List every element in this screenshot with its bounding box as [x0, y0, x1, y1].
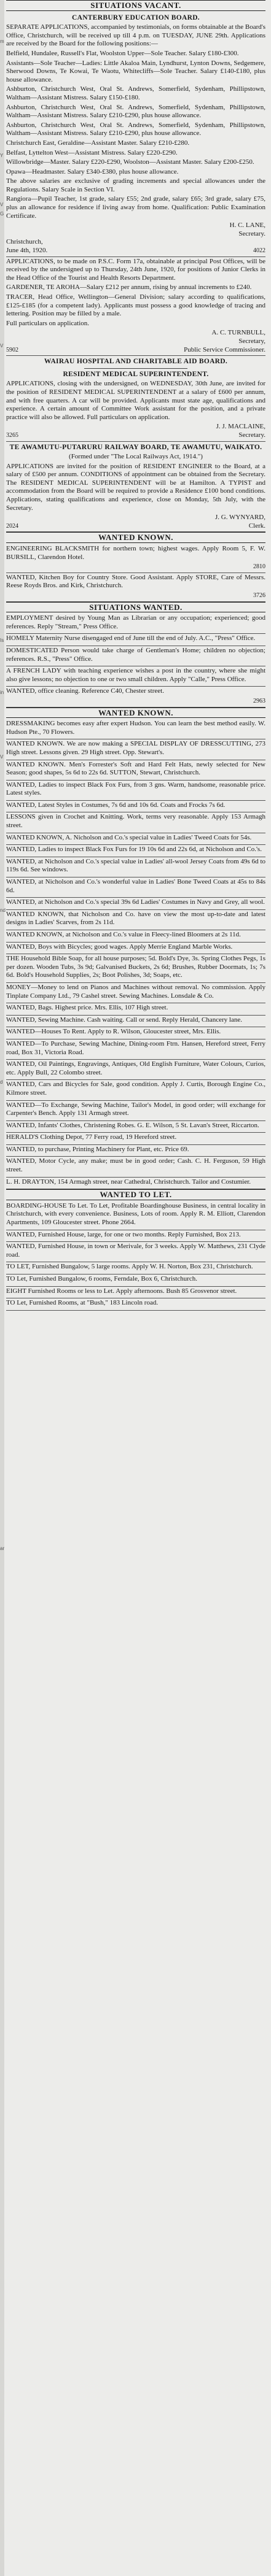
signature-role: Secretary, [238, 337, 265, 345]
ad-text: WANTED—To Purchase, Sewing Machine, Dining-room Ftrn. Hansen, Hereford street, Ferry road, Box 31, Victoria Road. [6, 1039, 265, 1056]
ad-text: WANTED KNOWN, at Nicholson and Co.'s value in Fleecy-lined Bloomers at 2s 11d. [6, 931, 241, 938]
ad-text: L. H. DRAYTON, 154 Armagh street, near Cathedral, Christchurch. Tailor and Costumier. [6, 1178, 251, 1186]
ad-text: WANTED, Bags. Highest price. Mrs. Ellis, 107 High street. [6, 1004, 168, 1012]
signature-role: Secretary. [238, 229, 265, 237]
ad-line: Assistants—Sole Teacher—Ladies: Little Akaloa Main, Lyndhurst, Lynton Downs, Sedgemere, Sherwood Downs, Te Kowai, Te Waotu, Whitecliffs—Sole Teacher. Salary £140-£180, plus house allowance. [6, 59, 265, 83]
ad-subtitle: RESIDENT MEDICAL SUPERINTENDENT. [63, 370, 209, 378]
ad-item [6, 1003, 265, 1016]
ad-public-service [6, 257, 265, 357]
ad-text: THE Household Bible Soap, for all house purposes; 5d. Bold's Dye, 3s. Spring Clothes Pegs, 1s per dozen. Wooden Tubs, 3s 9d; Galvanised Buckets, 2s 6d; Brushes, Rubber Doormats, 1s; 7s 6d. Bold's Household Supplies, 2s; Boot Polishes, 3d; Soaps, etc. [6, 955, 265, 979]
ad-item [6, 833, 265, 846]
ad-text: SEPARATE APPLICATIONS, accompanied by testimonials, on forms obtainable at the Board's Office, Christchurch, will be received up till 4 p.m. on TUESDAY, JUNE 29th. Applications are received by the Board for the following positions:— [6, 23, 265, 48]
ad-item [6, 812, 265, 833]
ad-item [6, 1178, 265, 1190]
margin-mark: V [0, 754, 4, 760]
left-margin-strip [0, 0, 4, 2576]
ad-item [6, 1230, 265, 1243]
ad-line: Willowbridge—Master. Salary £220-£290, Woolston—Assistant Master. Salary £200-£250. [6, 158, 254, 166]
ad-line: Belfast, Lyttelton West—Assistant Mistress. Salary £220-£290. [6, 148, 178, 156]
ad-line: Ashburton, Christchurch West, Oral St. Andrews, Somerfield, Sydenham, Phillipstown, Waltham—Assistant Mistress. Salary £150-£180. [6, 85, 265, 101]
ad-text: LESSONS given in Crochet and Knitting. Work, terms very reasonable. Apply 153 Armagh street. [6, 813, 265, 830]
ad-text: WANTED—To Exchange, Sewing Machine, Tailor's Model, in good order; will exchange for Carpenter's Bench. Apply 131 Armagh street. [6, 1101, 265, 1117]
margin-mark: V [0, 343, 4, 349]
ad-text: APPLICATIONS are invited for the position of RESIDENT ENGINEER to the Board, at a salary of £500 per annum. CONDITIONS of appointment can be obtained from the Secretary. The RESIDENT MEDICAL SUPERINTENDENT will be at Hamilton. A TYPIST and accommodation from the Board will be required to provide a Residence £100 bond conditions. Applications, stating qualifications and experience, close on Monday, 5th July, with the Secretary. [6, 462, 265, 512]
ad-ref: 2024 [6, 522, 18, 530]
ad-title: TE AWAMUTU-PUTARURU RAILWAY BOARD, TE AWAMUTU, WAIKATO. [9, 443, 262, 451]
ad-item [6, 646, 265, 666]
ad-ref: 2810 [253, 563, 265, 571]
ad-line: Belfield, Hundalee, Russell's Flat, Woolston Upper—Sole Teacher. Salary £180-£300. [6, 49, 239, 57]
ad-wairau [6, 356, 265, 441]
signature-name: J. J. MACLAINE, [216, 423, 265, 431]
ad-text: TO LET, Furnished Bungalow, 5 large rooms. Apply W. H. Norton, Box 231, Christchurch. [6, 1263, 253, 1271]
signature-name: A. C. TURNBULL, [211, 329, 265, 337]
ad-note: The above salaries are exclusive of grading increments and special allowances under the Regulations. Salary Scale in Section VI. [6, 177, 265, 193]
margin-mark: Y [0, 153, 4, 158]
ad-text: WANTED, Motor Cycle, any make; must be in good order; Cash. C. H. Ferguson, 59 High street. [6, 1157, 265, 1174]
ad-awamutu [6, 442, 265, 533]
margin-mark: Is [0, 638, 4, 643]
ad-item [6, 1060, 265, 1080]
ad-line: Ashburton, Christchurch West, Oral St. Andrews, Somerfield, Sydenham, Phillipstown, Waltham—Assistant Mistress. Salary £210-£290, plus house allowance. [6, 121, 265, 137]
ad-text: APPLICATIONS, closing with the undersigned, on WEDNESDAY, 30th June, are invited for the position of RESIDENT MEDICAL SUPERINTENDENT at a salary of £600 per annum, and with free quarters. A car will be provided. Applicants must state age, qualifications and experience. A certain amount of Committee Work assistant for the position, and a private practice will also be allowed. Full particulars on application. [6, 380, 265, 421]
margin-mark: m [0, 39, 4, 44]
ad-item [6, 1145, 265, 1157]
ad-item [6, 739, 265, 760]
ad-text: HOMELY Maternity Nurse disengaged end of June till the end of July. A.C., "Press" Office. [6, 634, 256, 642]
ad-item [6, 1027, 265, 1039]
ad-canterbury [6, 12, 265, 257]
ad-text: WANTED, Oil Paintings, Engravings, Antiques, Old English Furniture, Water Colours, Curios, etc. Apply Bull, 22 Colombo street. [6, 1060, 265, 1076]
ad-text: DOMESTICATED Person would take charge of Gentleman's Home; children no objection; references. R.S., "Press" Office. [6, 646, 265, 663]
section-header-to-let: WANTED TO LET. [6, 1189, 265, 1200]
ad-text: TO Let, Furnished Rooms, at "Bush," 183 Lincoln road. [6, 1299, 159, 1307]
ad-line: Opawa—Headmaster. Salary £340-£380, plus house allowance. [6, 168, 179, 175]
ad-text: WANTED, at Nicholson and Co.'s special value in Ladies' all-wool Jersey Coats from 49s 6d to 119s 6d. See windows. [6, 857, 265, 874]
ad-item [6, 1262, 265, 1275]
ad-item [6, 1275, 265, 1287]
ad-text: APPLICATIONS, to be made on P.S.C. Form 17a, obtainable at principal Post Offices, will be received by the undersigned up to Thursday, 24th June, 1920, for positions of Junior Clerks in the Head Office of the Tourist and Health Resorts Department. [6, 257, 265, 282]
signature-role: Clerk. [248, 522, 265, 530]
ad-line: Christchurch East, Geraldine—Assistant Master. Salary £210-£280. [6, 139, 190, 147]
ad-ref: 4022 [253, 247, 265, 255]
ad-title: WAIRAU HOSPITAL AND CHARITABLE AID BOARD. [44, 358, 228, 366]
ad-text: WANTED KNOWN. We are now making a SPECIAL DISPLAY OF DRESSCUTTING, 273 High street. Lessons given. 29 High street. Opp. Stewart's. [6, 740, 265, 756]
ad-text: WANTED, Ladies to inspect Black Fox Furs for 19 10s 6d and 22s 6d, at Nicholson and Co.'s. [6, 846, 262, 854]
margin-mark: in [0, 690, 4, 695]
ad-text: WANTED, Latest Styles in Costumes, 7s 6d and 10s 6d. Coats and Frocks 7s 6d. [6, 801, 226, 809]
ad-item [6, 845, 265, 857]
ad-item [6, 544, 265, 573]
ad-text: WANTED, Boys with Bicycles; good wages. Apply Merrie England Marble Works. [6, 943, 233, 951]
ad-text: WANTED, Ladies to inspect Black Fox Furs, from 3 gns. Warm, handsome, reasonable price. Latest styles. [6, 781, 265, 797]
ad-item [6, 781, 265, 801]
signature-name: J. G. WYNYARD, [215, 514, 265, 522]
ad-text: WANTED, Infants' Clothes, Christening Robes. G. E. Wilson, 5 St. Lavan's Street, Riccarton. [6, 1121, 259, 1129]
ad-text: WANTED—Houses To Rent. Apply to R. Wilson, Gloucester street, Mrs. Ellis. [6, 1028, 221, 1036]
ad-item [6, 1101, 265, 1121]
ad-item [6, 573, 265, 602]
ad-text: EMPLOYMENT desired by Young Man as Librarian or any occupation; experienced; good references. Reply "Stream," Press Office. [6, 614, 265, 630]
ad-item [6, 760, 265, 781]
ad-ref: 2963 [253, 697, 265, 704]
ad-ref: 5902 [6, 346, 18, 353]
ad-text: WANTED KNOWN, A. Nicholson and Co.'s special value in Ladies' Tweed Coats for 54s. [6, 833, 252, 841]
ad-text: WANTED KNOWN, that Nicholson and Co. have on view the most up-to-date and latest designs in Ladies' Scarves, from 2s 11d. [6, 910, 265, 927]
margin-mark: V [0, 202, 4, 207]
ad-item [6, 1080, 265, 1100]
ad-item [6, 687, 265, 707]
ad-item [6, 801, 265, 813]
ad-ref: 3726 [253, 592, 265, 599]
ad-item [6, 1287, 265, 1299]
place-date: Christchurch, June 4th, 1920. [6, 238, 48, 255]
ad-text: WANTED, at Nicholson and Co.'s special 39s 6d Ladies' Costumes in Navy and Grey, all wool. [6, 898, 265, 906]
ad-item [6, 857, 265, 877]
ad-item [6, 634, 265, 646]
office-name: Public Service Commissioner. [184, 345, 265, 353]
ad-line: Full particulars on application. [6, 319, 90, 327]
ad-text: WANTED, to purchase, Printing Machinery for Plant, etc. Price 69. [6, 1145, 189, 1153]
ad-item [6, 1157, 265, 1177]
ad-item [6, 910, 265, 930]
ad-text: WANTED, at Nicholson and Co.'s wonderful value in Ladies' Bone Tweed Coats at 45s to 84s 6d. [6, 878, 265, 894]
ad-text: ENGINEERING BLACKSMITH for northern town; highest wages. Apply Room 5, F. W. BURSILL, Clarendon Hotel. [6, 545, 265, 561]
ad-item [6, 954, 265, 983]
ad-item [6, 1016, 265, 1028]
ad-line: GARDENER, TE AROHA—Salary £212 per annum, rising by annual increments to £240. [6, 283, 252, 291]
ad-item [6, 719, 265, 739]
ad-line: Rangiora—Pupil Teacher, 1st grade, salary £55; 2nd grade, salary £65; 3rd grade, salary £75, plus an allowance for residence if living away from home. Qualification: Public Examination Certificate. [6, 195, 265, 220]
ad-item [6, 1121, 265, 1133]
ad-item [6, 1039, 265, 1060]
wanted-known-list [6, 719, 265, 1189]
margin-mark: ar [0, 1546, 5, 1551]
section-header-wanted-known: WANTED KNOWN. [6, 708, 265, 719]
ad-item [6, 898, 265, 910]
ad-item [6, 877, 265, 898]
ad-item [6, 1298, 265, 1311]
ad-line: TRACER, Head Office, Wellington—General Division; salary according to qualifications, £125-£185 (for a competent lady). Applicants must possess a good knowledge of tracing and lettering. Position may be filled by a male. [6, 293, 265, 318]
ad-text: BOARDING-HOUSE To Let. To Let, Profitable Boardinghouse Business, in central locality in Christchurch, with every convenience. Business, Lots of room. Apply R. M. Elliott, Clarendon Apartments, 109 Gloucester street. Phone 2664. [6, 1201, 265, 1227]
ad-text: TO Let, Furnished Bungalow, 6 rooms, Ferndale, Box 6, Christchurch. [6, 1275, 198, 1282]
ad-text: EIGHT Furnished Rooms or less to Let. Apply afternoons. Bush 85 Grosvenor street. [6, 1287, 237, 1295]
ad-item [6, 1242, 265, 1262]
classifieds-column [6, 0, 265, 1311]
ad-text: WANTED, Kitchen Boy for Country Store. Good Assistant. Apply STORE, Care of Messrs. Reese Royds Bros. and Kirk, Christchurch. [6, 573, 265, 590]
signature-role: Secretary. [238, 431, 265, 439]
section-header-vacant: SITUATIONS VACANT. [6, 0, 265, 11]
ad-text: WANTED, Furnished House, large, for one or two months. Reply Furnished, Box 213. [6, 1230, 241, 1238]
ad-item [6, 1133, 265, 1145]
ad-line: Ashburton, Christchurch West, Oral St. Andrews, Somerfield, Sydenham, Phillipstown, Waltham—Assistant Mistress. Salary £210-£290, plus house allowance. [6, 103, 265, 120]
ad-text: WANTED, Sewing Machine. Cash waiting. Call or send. Reply Herald, Chancery lane. [6, 1016, 242, 1024]
ad-item [6, 614, 265, 634]
margin-mark: nd [0, 908, 6, 913]
ad-text: DRESSMAKING becomes easy after expert Hudson. You can learn the best method easily. W. Hudson Pte., 70 Flowers. [6, 720, 265, 736]
margin-mark: d [0, 1079, 3, 1085]
ad-text: WANTED, Cars and Bicycles for Sale, good condition. Apply J. Curtis, Borough Engine Co., Kilmore street. [6, 1081, 265, 1097]
ad-ref: 3265 [6, 431, 18, 439]
ad-text: HERALD'S Clothing Depot, 77 Ferry road, 19 Hereford street. [6, 1133, 177, 1141]
ad-item [6, 943, 265, 955]
ad-item [6, 983, 265, 1003]
ad-text: WANTED, office cleaning. Reference C40, Chester street. [6, 687, 164, 695]
ad-text: MONEY—Money to lend on Pianos and Machines without removal. No commission. Apply Tinplate Company Ltd., 79 Cashel street. Sewing Machines. Lonsdale & Co. [6, 983, 265, 1000]
ad-text: WANTED, Furnished House, in town or Merivale, for 3 weeks. Apply W. Matthews, 231 Clyde road. [6, 1243, 265, 1259]
margin-mark: G [0, 211, 4, 217]
ad-item [6, 930, 265, 943]
ad-text: A FRENCH LADY with teaching experience wishes a post in the country, where she might also give lessons; no objection to one or two small children. Apply "Calle," Press Office. [6, 667, 265, 683]
to-let-list [6, 1201, 265, 1311]
signature-name: H. C. LANE, [229, 222, 265, 229]
ad-title: CANTERBURY EDUCATION BOARD. [71, 13, 200, 21]
ad-subtitle: (Formed under "The Local Railways Act, 1914.") [69, 453, 203, 461]
section-header-wanted: WANTED KNOWN. [6, 532, 265, 543]
ad-text: WANTED KNOWN. Men's Forrester's Soft and Hard Felt Hats, newly selected for New Season; good shapes, 5s 6d to 22s 6d. SUTTON, Stewart, Christchurch. [6, 760, 265, 777]
ad-item [6, 1201, 265, 1230]
section-header-situations-wanted: SITUATIONS WANTED. [6, 602, 265, 613]
ad-item [6, 666, 265, 687]
